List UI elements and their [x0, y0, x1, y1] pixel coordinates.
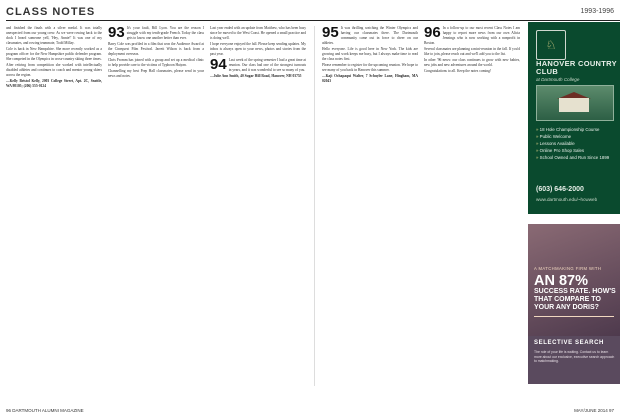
paragraph: After retiring from competition she worked with intellectually disabled athletes and continues to coach and mentor young skiers across the region. [6, 63, 102, 78]
clubhouse-illustration [536, 85, 614, 121]
class-secretary-signature: —Julie Ann Smith, 40 Sugar Hill Road, Hanover, NH 03755 [210, 73, 302, 78]
paragraph: In a follow-up to our most recent Class Notes I am happy to report more news from our own Alicia Jennings who is now working with a nonprofit in Boston. [424, 26, 520, 46]
ad-rule [534, 316, 614, 317]
ad-url[interactable]: www.dartmouth.edu/~hcwweb [536, 197, 598, 202]
ad-bullet-list [536, 126, 616, 161]
ad-body: The role of your life is waiting. Contact us to learn more about our exclusive, executive search approach to matchmaking. [534, 350, 615, 364]
paragraph: Barry Cole was profiled in a film that won the Audience Award at the Cinequest Film Festival. Jarrett Wilson is back from a deployment overseas. [108, 41, 204, 57]
class-secretary-signature: —Kelly Bristol Kelly, 2003 College Street, Apt. 2C, Seattle, WA 98105; (206) 555-0124 [6, 79, 102, 89]
section-title: CLASS NOTES [6, 6, 96, 18]
ad-title: HANOVER COUNTRY CLUB [536, 59, 617, 76]
ad-bullet: » Online Pro Shop Sales [536, 147, 616, 154]
paragraph: Please remember to register for the upcoming reunion. We hope to see many of you back in Hanover this summer. [322, 63, 418, 73]
column-2 [108, 26, 204, 80]
paragraph: I hope everyone enjoyed the fall. Please keep sending updates. My inbox is always open to your news, photos and stories from the past year. [210, 41, 306, 57]
ad-bullet: » Public Welcome [536, 133, 616, 140]
paragraph: Last year ended with an update from Matthew, who has been busy since he moved to the West Coast. He opened a small practice and is doing well. [210, 26, 306, 41]
ad-brand: SELECTIVE SEARCH [534, 340, 604, 346]
class-year-drop: 96 [424, 24, 441, 41]
paragraph: Chris Fromm has joined with a group and set up a medical clinic to help provide care to the victims of Typhoon Haiyan. [108, 57, 204, 68]
ad-bullet: » 18 Hole Championship Course [536, 126, 616, 133]
footer-right: MAY/JUNE 2014 97 [574, 408, 614, 413]
ad-headline: AN 87% [534, 273, 588, 289]
paragraph: It was thrilling watching the Winter Olympics and having our classmates there. The Dartmouth community came out in force to cheer on our athletes. [322, 26, 418, 46]
hanover-country-club-ad[interactable] [528, 22, 620, 214]
barn-shape [559, 98, 589, 112]
ad-phone: (603) 646-2000 [536, 186, 584, 193]
column-1 [6, 26, 102, 90]
footer-left: 96 DARTMOUTH ALUMNI MAGAZINE [6, 408, 84, 413]
paragraph: Last week of the spring semester I had a great time at reunion. Our class had one of the strongest turnouts in years, and it was wonderful to see so many of you. [228, 57, 306, 73]
column-5 [424, 26, 520, 74]
selective-search-ad[interactable] [528, 224, 620, 384]
class-year-drop: 95 [322, 24, 339, 41]
paragraph: It's your fault, Bill Lyon. You are the reason I struggle with my tenth-grade French. Today the class gets to know one another better than ever. [126, 26, 204, 41]
paragraph: Channelling my best Prep Hall classmates, please send in your news and notes. [108, 68, 204, 78]
class-year-drop: 94 [210, 55, 227, 73]
class-year-drop: 93 [108, 24, 125, 41]
paragraph: Cole is back in New Hampshire. She more recently worked as a program officer for the New Hampshire public defender program. She competed in the Olympics in cross-country skiing three times. [6, 47, 102, 62]
paragraph: Hello everyone. Life is good here in New York. The kids are growing and work keeps me busy, but I always make time to read the class notes first. [322, 47, 418, 62]
class-secretary-signature: —Kaji Ochapaqui Walter, 7 Schuyler Lane, Hingham, MA 02043 [322, 73, 418, 84]
ad-subtitle: at Dartmouth College [536, 77, 580, 82]
paragraph: and finished the finals with a silver medal. It was totally unexpected from our young crew. As we were rowing back to the dock I heard someone yell, 'Hey, Annie!' It was one of my classmates, and rowing teammate, Todd Millay. [6, 26, 102, 46]
class-years: 1993-1996 [580, 8, 614, 15]
ad-subheadline: SUCCESS RATE. HOW'S THAT COMPARE TO YOUR ANY DORIS? [534, 288, 616, 311]
page-gutter [314, 26, 315, 386]
crest-icon: ♘ [536, 30, 566, 60]
ad-bullet: » Lessons Available [536, 140, 616, 147]
header-rule [6, 20, 620, 21]
paragraph: In other '96 news: our class continues to grow with new babies, new jobs and new adventures around the world. [424, 57, 520, 68]
ad-kicker: A MATCHMAKING FIRM WITH [534, 266, 602, 271]
paragraph: Congratulations to all. Keep the notes coming! [424, 68, 492, 73]
ad-bullet: » School Owned and Run Since 1899 [536, 154, 616, 161]
column-3 [210, 26, 306, 80]
paragraph: Several classmates are planning a mini-reunion in the fall. If you'd like to join, please reach out and we'll add you to the list. [424, 47, 520, 57]
column-4 [322, 26, 418, 85]
